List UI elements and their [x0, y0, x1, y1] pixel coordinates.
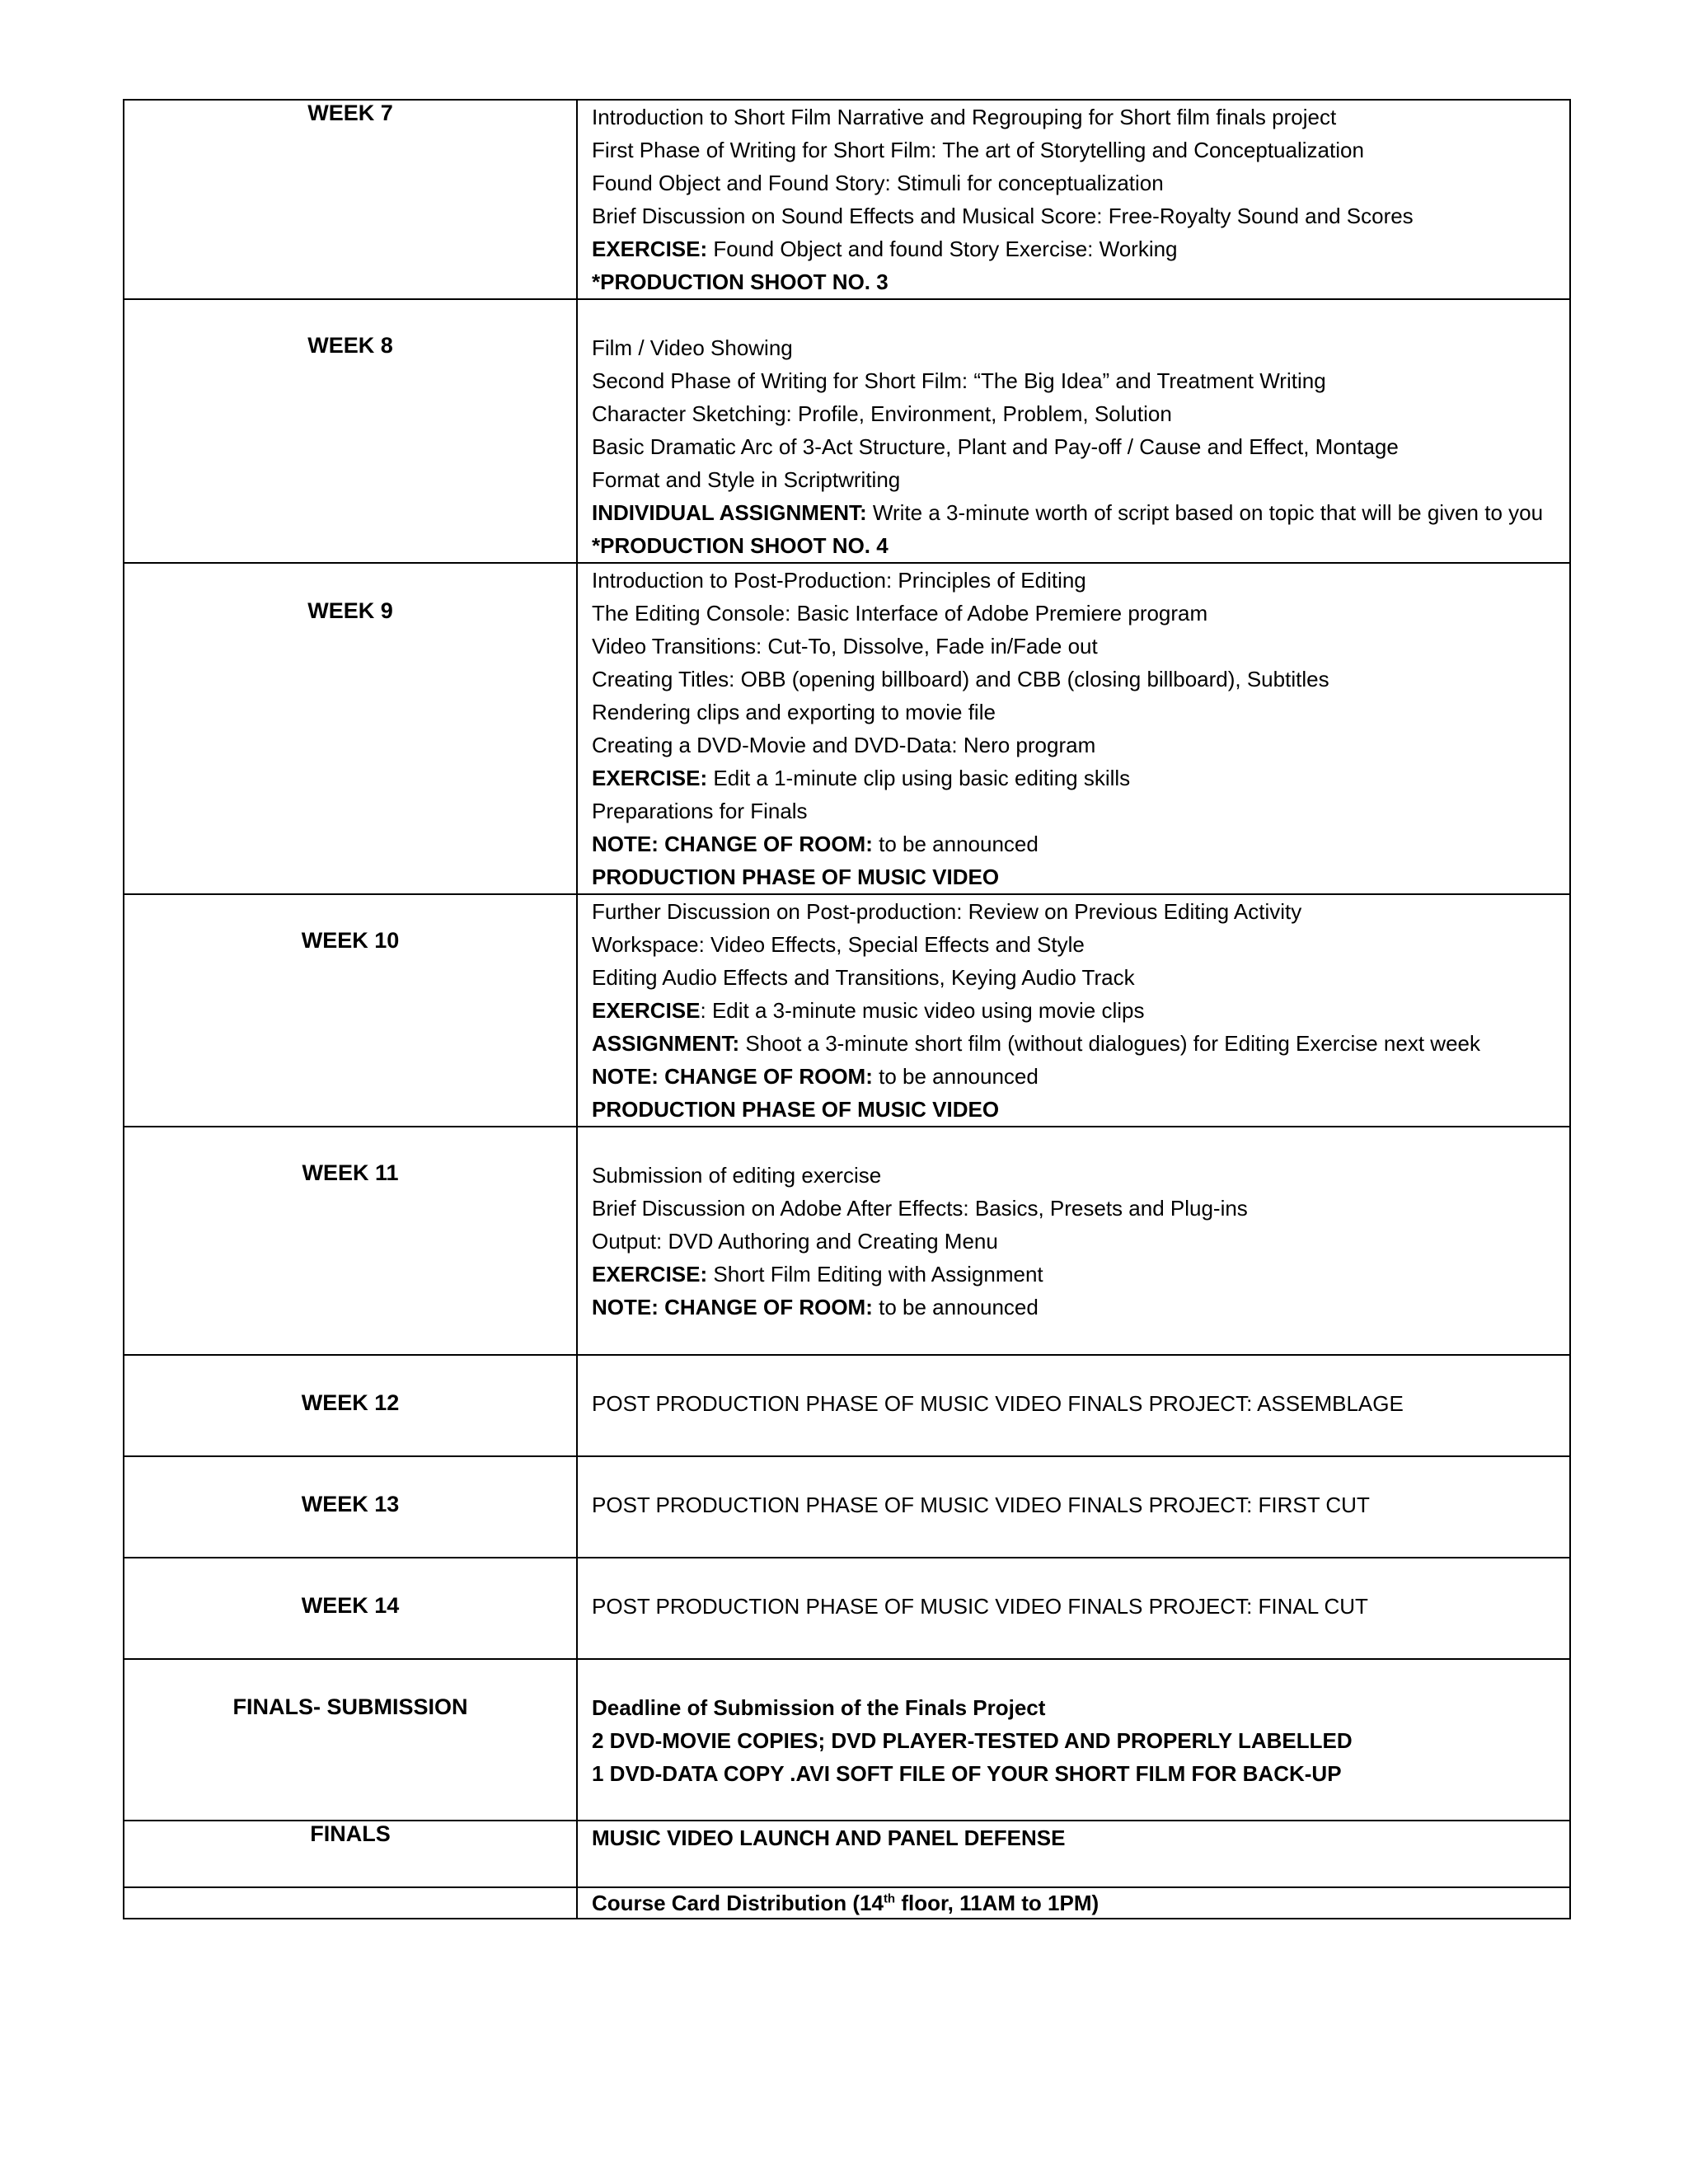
course-card-line: Course Card Distribution (14th floor, 11AM to 1PM)	[592, 1891, 1100, 1915]
content-line: POST PRODUCTION PHASE OF MUSIC VIDEO FINALS PROJECT: FIRST CUT	[592, 1493, 1370, 1517]
content-cell	[577, 1127, 1570, 1355]
content-line: Creating a DVD-Movie and DVD-Data: Nero program	[592, 733, 1096, 757]
content-cell	[577, 1887, 1570, 1919]
week-label: FINALS	[310, 1821, 391, 1846]
week-label: WEEK 7	[307, 101, 393, 125]
content-line: MUSIC VIDEO LAUNCH AND PANEL DEFENSE	[592, 1825, 1066, 1850]
content-line: Submission of editing exercise	[592, 1163, 882, 1188]
content-line: First Phase of Writing for Short Film: The art of Storytelling and Conceptualization	[592, 138, 1364, 162]
content-line: Further Discussion on Post-production: Review on Previous Editing Activity	[592, 899, 1302, 924]
week-label-cell	[124, 299, 577, 563]
content-line: Video Transitions: Cut-To, Dissolve, Fade in/Fade out	[592, 634, 1098, 658]
content-line: PRODUCTION PHASE OF MUSIC VIDEO	[592, 865, 1000, 889]
content-line: Introduction to Post-Production: Principles of Editing	[592, 568, 1086, 593]
content-line: NOTE: CHANGE OF ROOM: to be announced	[592, 832, 1039, 856]
content-line: NOTE: CHANGE OF ROOM: to be announced	[592, 1064, 1039, 1089]
content-line: POST PRODUCTION PHASE OF MUSIC VIDEO FINALS PROJECT: ASSEMBLAGE	[592, 1391, 1404, 1416]
week-label-cell	[124, 1127, 577, 1355]
week-label: WEEK 13	[301, 1492, 400, 1516]
content-cell	[577, 299, 1570, 563]
week-label-cell	[124, 1821, 577, 1887]
content-cell	[577, 1355, 1570, 1456]
content-line: Second Phase of Writing for Short Film: “The Big Idea” and Treatment Writing	[592, 368, 1326, 393]
table-row	[124, 1659, 1570, 1821]
week-label: WEEK 12	[301, 1390, 400, 1415]
content-line: Format and Style in Scriptwriting	[592, 467, 901, 492]
content-line: 1 DVD-DATA COPY .AVI SOFT FILE OF YOUR SHORT FILM FOR BACK-UP	[592, 1761, 1342, 1786]
week-label-cell	[124, 1558, 577, 1659]
content-line: The Editing Console: Basic Interface of Adobe Premiere program	[592, 601, 1208, 626]
week-label-cell	[124, 1456, 577, 1558]
content-line: Brief Discussion on Sound Effects and Musical Score: Free-Royalty Sound and Scores	[592, 204, 1414, 228]
week-label-cell	[124, 894, 577, 1127]
table-row	[124, 100, 1570, 299]
table-row	[124, 1127, 1570, 1355]
content-line: Workspace: Video Effects, Special Effects and Style	[592, 932, 1085, 957]
week-label: FINALS- SUBMISSION	[232, 1694, 468, 1719]
week-label-cell	[124, 100, 577, 299]
content-cell	[577, 1659, 1570, 1821]
week-label: WEEK 11	[302, 1160, 399, 1185]
content-line: Editing Audio Effects and Transitions, Keying Audio Track	[592, 965, 1135, 990]
table-row	[124, 1456, 1570, 1558]
content-line: Preparations for Finals	[592, 799, 808, 823]
content-line: PRODUCTION PHASE OF MUSIC VIDEO	[592, 1097, 1000, 1122]
content-line: Basic Dramatic Arc of 3-Act Structure, Plant and Pay-off / Cause and Effect, Montage	[592, 434, 1399, 459]
table-row	[124, 563, 1570, 894]
schedule-table	[123, 99, 1571, 1919]
content-cell	[577, 1821, 1570, 1887]
content-line: Rendering clips and exporting to movie file	[592, 700, 996, 724]
content-line: Brief Discussion on Adobe After Effects: Basics, Presets and Plug-ins	[592, 1196, 1248, 1221]
table-row	[124, 299, 1570, 563]
content-line: 2 DVD-MOVIE COPIES; DVD PLAYER-TESTED AND PROPERLY LABELLED	[592, 1728, 1353, 1753]
content-line: Film / Video Showing	[592, 335, 793, 360]
content-line: ASSIGNMENT: Shoot a 3-minute short film (without dialogues) for Editing Exercise next week	[592, 1031, 1480, 1056]
table-row	[124, 1558, 1570, 1659]
content-line: EXERCISE: Edit a 3-minute music video using movie clips	[592, 998, 1145, 1023]
content-cell	[577, 1558, 1570, 1659]
week-label: WEEK 14	[301, 1593, 400, 1618]
content-line: INDIVIDUAL ASSIGNMENT: Write a 3-minute worth of script based on topic that will be given to you	[592, 500, 1544, 525]
content-line: *PRODUCTION SHOOT NO. 3	[592, 269, 889, 294]
content-line: Found Object and Found Story: Stimuli for conceptualization	[592, 171, 1164, 195]
content-cell	[577, 1456, 1570, 1558]
content-line: NOTE: CHANGE OF ROOM: to be announced	[592, 1295, 1039, 1319]
content-cell	[577, 894, 1570, 1127]
content-cell	[577, 100, 1570, 299]
week-label-cell	[124, 1355, 577, 1456]
week-label-cell	[124, 1659, 577, 1821]
content-line: EXERCISE: Found Object and found Story Exercise: Working	[592, 237, 1178, 261]
content-line: Output: DVD Authoring and Creating Menu	[592, 1229, 998, 1254]
content-line: Creating Titles: OBB (opening billboard) and CBB (closing billboard), Subtitles	[592, 667, 1329, 691]
table-row	[124, 1355, 1570, 1456]
week-label-cell	[124, 563, 577, 894]
week-label: WEEK 8	[307, 333, 393, 358]
week-label-cell	[124, 1887, 577, 1919]
content-line: Introduction to Short Film Narrative and Regrouping for Short film finals project	[592, 105, 1337, 129]
content-line: Character Sketching: Profile, Environment, Problem, Solution	[592, 401, 1172, 426]
content-line: Deadline of Submission of the Finals Project	[592, 1695, 1046, 1720]
week-label: WEEK 9	[307, 598, 393, 623]
table-row	[124, 1821, 1570, 1887]
content-line: POST PRODUCTION PHASE OF MUSIC VIDEO FINALS PROJECT: FINAL CUT	[592, 1594, 1368, 1619]
content-cell	[577, 563, 1570, 894]
content-line: EXERCISE: Short Film Editing with Assignment	[592, 1262, 1043, 1286]
content-line: *PRODUCTION SHOOT NO. 4	[592, 533, 889, 558]
table-row	[124, 894, 1570, 1127]
content-line: EXERCISE: Edit a 1-minute clip using basic editing skills	[592, 766, 1131, 790]
week-label: WEEK 10	[301, 928, 400, 953]
table-row	[124, 1887, 1570, 1919]
